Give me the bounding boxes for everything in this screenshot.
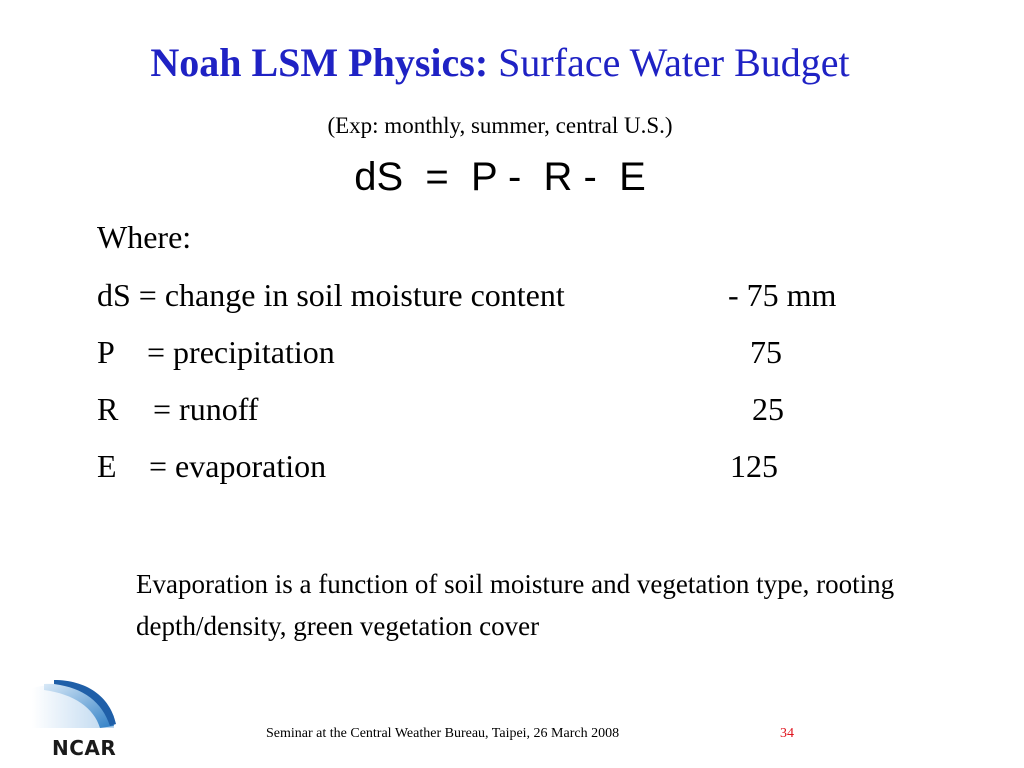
term-label-r-text: = runoff	[153, 391, 259, 427]
term-label-p: P = precipitation	[97, 334, 335, 370]
evaporation-note: Evaporation is a function of soil moisture and vegetation type, rooting depth/density, green vegetation cover	[136, 569, 895, 641]
slide-title-regular: Surface Water Budget	[498, 40, 850, 85]
slide-subtitle: (Exp: monthly, summer, central U.S.)	[327, 113, 673, 138]
page-number: 34	[780, 726, 794, 741]
term-value-r: 25	[752, 391, 784, 427]
footer-text: Seminar at the Central Weather Bureau, Taipei, 26 March 2008	[266, 726, 620, 741]
term-value-p: 75	[750, 334, 782, 370]
term-label-e-text: = evaporation	[149, 448, 327, 484]
term-label-e: E = evaporation	[97, 448, 327, 484]
term-value-ds: - 75 mm	[728, 277, 837, 313]
term-label-ds: dS = change in soil moisture content	[97, 277, 565, 313]
ncar-logo-text: NCAR	[52, 736, 117, 760]
water-budget-equation: dS = P - R - E	[354, 155, 646, 199]
term-label-p-text: = precipitation	[147, 334, 335, 370]
slide-title	[0, 38, 1000, 88]
slide-title-bold: Noah LSM Physics:	[150, 40, 489, 85]
where-label: Where:	[97, 219, 192, 255]
term-label-r: R = runoff	[97, 391, 259, 427]
term-value-e: 125	[730, 448, 778, 484]
